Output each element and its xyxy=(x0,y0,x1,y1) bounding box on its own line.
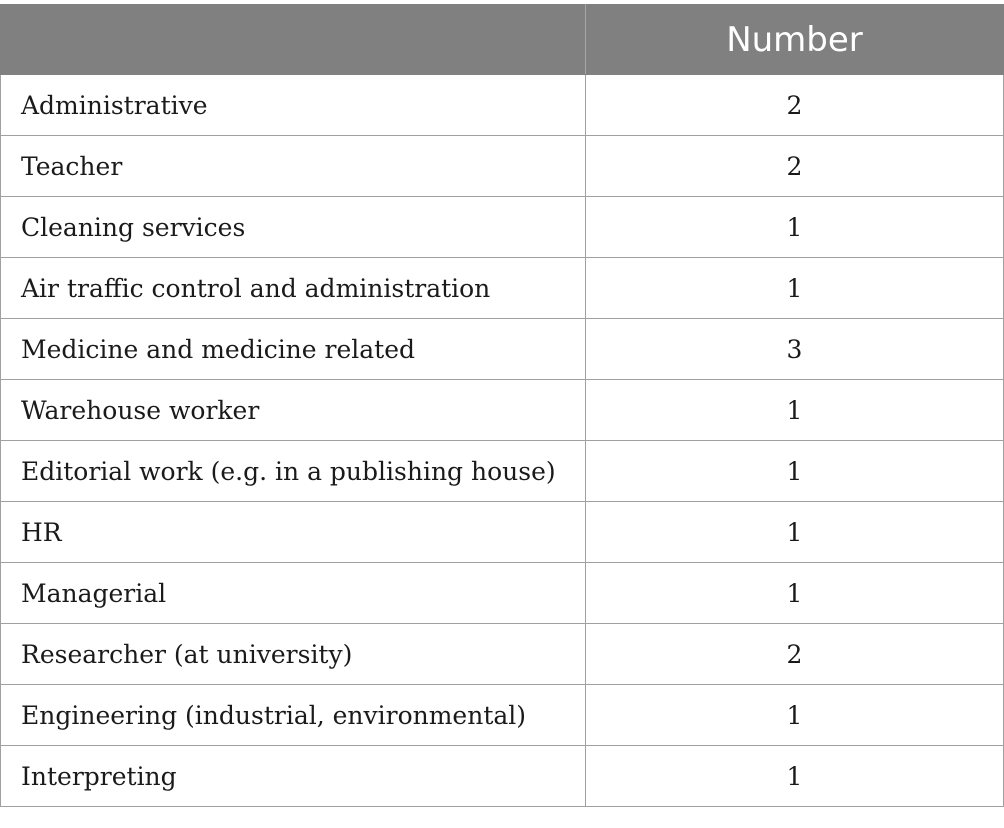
row-number: 1 xyxy=(586,197,1004,258)
row-number: 2 xyxy=(586,75,1004,136)
row-number: 2 xyxy=(586,136,1004,197)
row-label: Engineering (industrial, environmental) xyxy=(1,685,586,746)
row-number: 1 xyxy=(586,685,1004,746)
row-number: 1 xyxy=(586,563,1004,624)
row-label: Teacher xyxy=(1,136,586,197)
table-row xyxy=(1,136,1004,197)
occupation-table-container xyxy=(0,4,1003,807)
row-number: 1 xyxy=(586,502,1004,563)
table-row xyxy=(1,319,1004,380)
row-label: Medicine and medicine related xyxy=(1,319,586,380)
table-row xyxy=(1,502,1004,563)
header-row xyxy=(1,5,1004,75)
row-number: 1 xyxy=(586,258,1004,319)
row-label: Editorial work (e.g. in a publishing house) xyxy=(1,441,586,502)
row-number: 1 xyxy=(586,441,1004,502)
row-label: Cleaning services xyxy=(1,197,586,258)
table-row xyxy=(1,441,1004,502)
table-body xyxy=(1,75,1004,807)
row-number: 1 xyxy=(586,380,1004,441)
table-row xyxy=(1,197,1004,258)
table-row xyxy=(1,746,1004,807)
table-row xyxy=(1,258,1004,319)
row-label: HR xyxy=(1,502,586,563)
row-label: Researcher (at university) xyxy=(1,624,586,685)
row-label: Air traffic control and administration xyxy=(1,258,586,319)
row-label: Administrative xyxy=(1,75,586,136)
row-label: Interpreting xyxy=(1,746,586,807)
table-row xyxy=(1,563,1004,624)
occupation-table xyxy=(0,4,1004,807)
table-row xyxy=(1,624,1004,685)
row-number: 3 xyxy=(586,319,1004,380)
row-number: 1 xyxy=(586,746,1004,807)
table-row xyxy=(1,75,1004,136)
header-cell-number: Number xyxy=(586,5,1004,75)
table-header xyxy=(1,5,1004,75)
row-label: Managerial xyxy=(1,563,586,624)
table-row xyxy=(1,685,1004,746)
row-number: 2 xyxy=(586,624,1004,685)
row-label: Warehouse worker xyxy=(1,380,586,441)
header-cell-category xyxy=(1,5,586,75)
table-row xyxy=(1,380,1004,441)
